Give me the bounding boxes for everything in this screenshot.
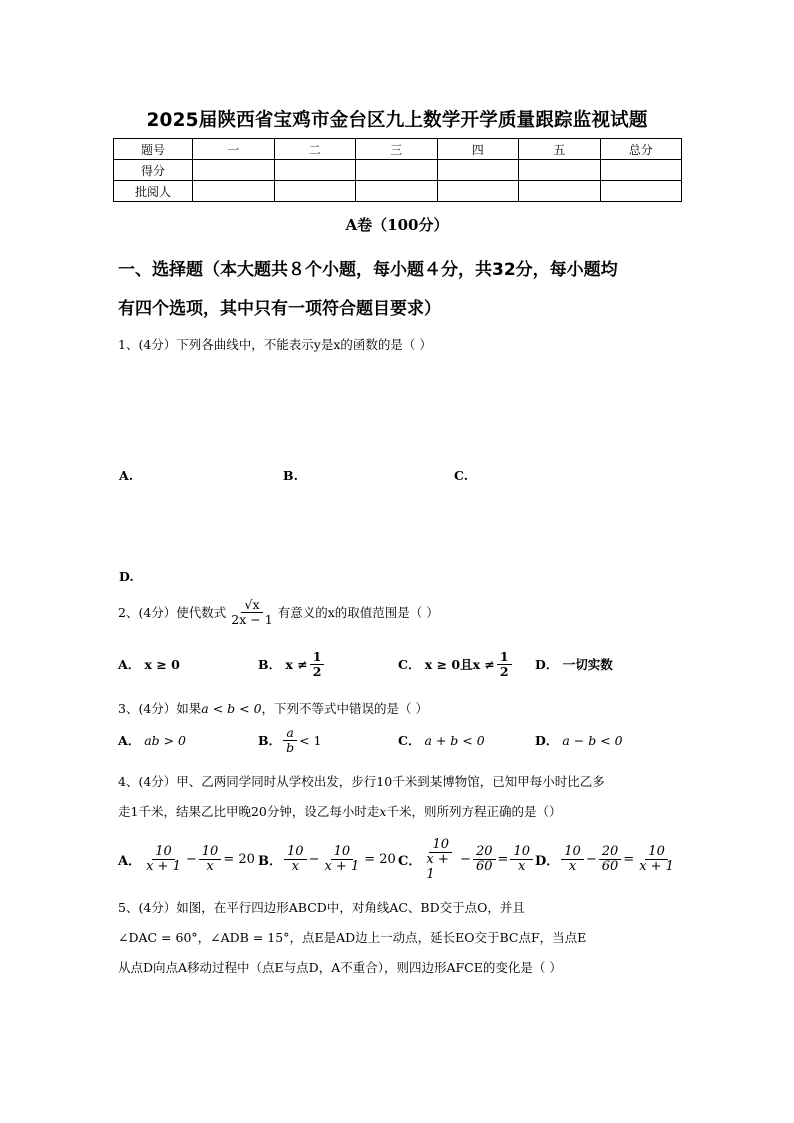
- q4-option-a: [118, 845, 258, 875]
- frac-num: 10: [284, 845, 307, 860]
- frac-den: 2: [499, 663, 509, 679]
- frac-num: a: [283, 726, 296, 741]
- q2-option-c-frac: [497, 650, 512, 679]
- frac-num: 1: [497, 650, 512, 665]
- fraction: [321, 845, 362, 875]
- frac-num: 10: [152, 845, 175, 860]
- question-5-line2: ∠DAC = 60°，∠ADB = 15°，点E是AD边上一动点，延长EO交于BC点F，当点E: [118, 930, 587, 945]
- frac-den: b: [286, 739, 295, 755]
- question-5-line3: 从点D向点A移动过程中（点E与点D，A不重合），则四边形AFCE的变化是（ ）: [118, 960, 562, 975]
- frac-num: 10: [199, 845, 222, 860]
- frac-num: 10: [331, 845, 354, 860]
- question-1-stem: 1、(4分）下列各曲线中，不能表示y是x的函数的是（ ）: [118, 337, 432, 352]
- option-label: A．: [118, 854, 142, 870]
- fraction: [636, 845, 677, 875]
- table-row: [114, 139, 682, 160]
- fraction: [143, 845, 184, 875]
- frac-den: x + 1: [426, 852, 449, 882]
- table-cell: 得分: [114, 160, 193, 181]
- frac-den: 60: [601, 859, 619, 875]
- reviewer-cell: [519, 181, 601, 202]
- operator: −: [308, 852, 320, 868]
- q2-fraction: [228, 598, 275, 627]
- q2-option-b-frac: [310, 650, 325, 679]
- score-cell: [193, 160, 275, 181]
- fraction: [199, 845, 222, 875]
- q2-fraction-den: 2x − 1: [231, 611, 273, 627]
- q4-line2-pre: 走1千米，结果乙比甲晚20分钟，设乙每小时走: [118, 804, 380, 819]
- q2-stem-post: 有意义的x的取值范围是（ ）: [277, 605, 439, 621]
- table-cell: 四: [437, 139, 519, 160]
- q3-option-b-frac: [283, 726, 297, 755]
- frac-den: x + 1: [146, 859, 181, 875]
- frac-num: 10: [561, 845, 584, 860]
- frac-den: x + 1: [639, 859, 674, 875]
- q2-option-b: [258, 650, 398, 679]
- fraction: [423, 838, 458, 882]
- option-label: D．: [535, 854, 560, 870]
- table-cell: 三: [356, 139, 438, 160]
- frac-den: x + 1: [324, 859, 360, 875]
- option-label: B．: [258, 854, 282, 870]
- q2-stem-pre: 2、(4分）使代数式: [118, 605, 227, 621]
- reviewer-cell: [600, 181, 682, 202]
- frac-den: 2: [312, 663, 322, 679]
- q3-option-a: [118, 731, 258, 749]
- reviewer-cell: [274, 181, 356, 202]
- option-label: A．: [118, 733, 141, 749]
- table-cell: 一: [193, 139, 275, 160]
- question-4-line1: 4、(4分）甲、乙两同学同时从学校出发，步行10千米到某博物馆，已知甲每小时比乙多: [118, 774, 605, 789]
- question-5-line1: 5、(4分）如图，在平行四边形ABCD中，对角线AC、BD交于点O，并且: [118, 900, 525, 915]
- q3-options: [118, 726, 688, 755]
- section-heading-line2: 有四个选项，其中只有一项符合题目要求）: [118, 299, 441, 319]
- frac-den: x: [291, 859, 299, 875]
- q3-option-c: [398, 731, 535, 749]
- table-cell: 二: [274, 139, 356, 160]
- question-2-stem: [118, 598, 688, 627]
- operator: =: [497, 852, 509, 868]
- frac-den: 60: [476, 859, 493, 875]
- reviewer-cell: [356, 181, 438, 202]
- fraction: [599, 845, 622, 875]
- score-table: [113, 138, 682, 202]
- option-label: D．: [535, 733, 559, 749]
- q3-condition: a < b < 0: [201, 701, 262, 716]
- frac-num: 10: [645, 845, 668, 860]
- q3-option-d: [535, 731, 623, 749]
- q2-option-c-pre: C． x ≥ 0且x ≠: [398, 657, 495, 673]
- table-cell: 批阅人: [114, 181, 193, 202]
- rhs: = 20: [364, 852, 396, 868]
- operator: =: [623, 852, 635, 868]
- frac-num: 10: [510, 845, 533, 860]
- score-cell: [600, 160, 682, 181]
- fraction: [473, 845, 496, 875]
- q2-option-d: D． 一切实数: [535, 657, 613, 673]
- frac-den: x: [568, 859, 577, 875]
- option-label: C．: [398, 733, 421, 749]
- q4-variable: x: [379, 804, 387, 819]
- option-math: ab > 0: [144, 733, 187, 749]
- option-label: C．: [398, 854, 422, 870]
- q2-fraction-num: √x: [241, 598, 262, 613]
- table-row: [114, 181, 682, 202]
- fraction: [561, 845, 584, 875]
- q1-option-b: B.: [283, 468, 298, 483]
- score-cell: [274, 160, 356, 181]
- q3-option-b: [258, 726, 398, 755]
- q4-options: [118, 838, 688, 882]
- table-cell: 题号: [114, 139, 193, 160]
- operator: −: [585, 852, 597, 868]
- section-heading-line1: 一、选择题（本大题共８个小题，每小题４分，共32分，每小题均: [118, 260, 618, 280]
- table-row: [114, 160, 682, 181]
- frac-num: 20: [599, 845, 622, 860]
- q3-stem-post: ，下列不等式中错误的是（ ）: [261, 701, 429, 716]
- q4-option-d: [535, 845, 679, 875]
- fraction: [284, 845, 307, 875]
- q2-options: [118, 650, 688, 679]
- reviewer-cell: [193, 181, 275, 202]
- option-math: a − b < 0: [562, 733, 623, 749]
- option-math: a + b < 0: [424, 733, 485, 749]
- question-4-line2: [118, 802, 688, 820]
- table-cell: 总分: [600, 139, 682, 160]
- operator: −: [185, 852, 197, 868]
- q3-stem-pre: 3、(4分）如果: [118, 701, 202, 716]
- page-title: 2025届陕西省宝鸡市金台区九上数学开学质量跟踪监视试题: [146, 110, 648, 131]
- option-math: < 1: [299, 732, 322, 748]
- score-cell: [437, 160, 519, 181]
- frac-num: 20: [473, 845, 496, 860]
- frac-den: x: [206, 859, 214, 875]
- operator: −: [460, 852, 471, 868]
- q4-option-c: [398, 838, 535, 882]
- q2-option-a: A． x ≥ 0: [118, 657, 180, 673]
- score-cell: [519, 160, 601, 181]
- q2-option-c: [398, 650, 535, 679]
- q1-option-d: D.: [119, 569, 134, 584]
- fraction: [510, 845, 533, 875]
- frac-num: 1: [310, 650, 325, 665]
- score-cell: [356, 160, 438, 181]
- q4-line2-post: 千米，则所列方程正确的是（）: [386, 804, 562, 819]
- q1-option-c: C.: [454, 468, 469, 483]
- frac-num: 10: [429, 838, 452, 853]
- q4-option-b: [258, 845, 398, 875]
- question-3-stem: [118, 699, 688, 717]
- reviewer-cell: [437, 181, 519, 202]
- q1-option-a: A.: [119, 468, 134, 483]
- part-a-heading: A卷（100分）: [345, 216, 449, 234]
- table-cell: 五: [519, 139, 601, 160]
- q2-option-b-pre: B． x ≠: [258, 657, 308, 673]
- frac-den: x: [518, 859, 526, 875]
- rhs: = 20: [223, 852, 255, 868]
- option-label: B．: [258, 733, 282, 749]
